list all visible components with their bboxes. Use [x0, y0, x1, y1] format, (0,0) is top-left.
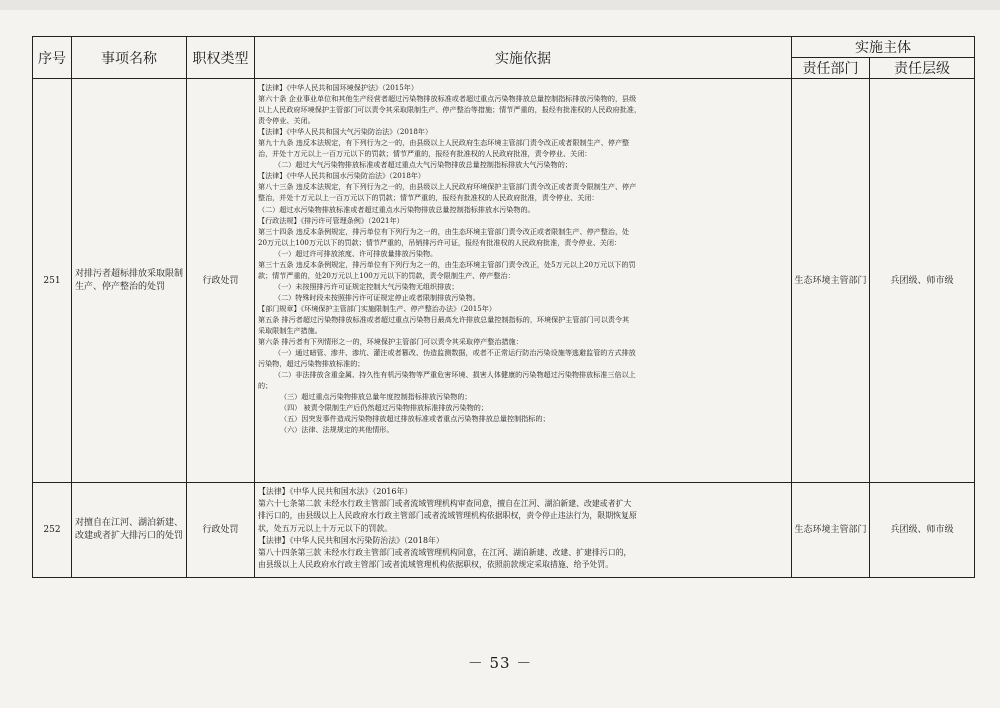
- basis-line: 第六十条 企业事业单位和其他生产经营者超过污染物排放标准或者超过重点污染物排放总量控制指标排放污染物的，县级: [258, 94, 637, 104]
- basis-line: 责令停业、关闭。: [258, 116, 315, 126]
- basis-line: （二）超过水污染物排放标准或者超过重点水污染物排放总量控制指标排放水污染物的。: [258, 204, 535, 214]
- header-basis: 实施依据: [255, 37, 792, 79]
- basis-line: （五）因突发事件造成污染物排放超过排放标准或者重点污染物排放总量控制指标的；: [280, 414, 550, 424]
- page-top-edge: [0, 0, 1000, 10]
- item-name: 对排污者超标排放采取限制生产、停产整治的处罚: [72, 79, 187, 483]
- basis-line: （二）非法排放含重金属、持久性有机污染物等严重危害环境、损害人体健康的污染物超过污染物排放标准三倍以上: [274, 370, 636, 380]
- basis-line: 由县级以上人民政府水行政主管部门或者流域管理机构依据职权，依照前款规定采取措施、给予处罚。: [258, 560, 614, 570]
- basis-line: 第九十九条 违反本法规定，有下列行为之一的，由县级以上人民政府生态环境主管部门责令改正或者限制生产、停产整: [258, 138, 630, 148]
- item-name: 对擅自在江河、湖泊新建、改建或者扩大排污口的处罚: [72, 483, 187, 578]
- legal-basis: [255, 79, 792, 483]
- basis-line: 【部门规章】《环境保护主管部门实施限制生产、停产整治办法》（2015年）: [258, 303, 496, 313]
- basis-line: 【法律】《中华人民共和国水法》（2016年）: [258, 487, 413, 496]
- basis-line: 状，处五万元以上十万元以下的罚款。: [258, 523, 393, 533]
- table-row: [33, 483, 975, 578]
- basis-line: （三）超过重点污染物排放总量年度控制指标排放污染物的；: [280, 392, 472, 402]
- header-level: 责任层级: [870, 58, 975, 79]
- header-name: 事项名称: [72, 37, 187, 79]
- authority-type: 行政处罚: [187, 483, 255, 578]
- basis-line: （一）未按照排污许可证规定控制大气污染物无组织排放；: [274, 281, 459, 291]
- basis-line: 采取限制生产措施。: [258, 326, 322, 336]
- basis-line: 【法律】《中华人民共和国水污染防治法》（2018年）: [258, 535, 444, 545]
- basis-line: （一）通过暗管、渗井、渗坑、灌注或者篡改、伪造监测数据，或者不正常运行防治污染设施等逃避监管的方式排放: [274, 348, 636, 358]
- page-number: － 53 －: [467, 654, 533, 672]
- basis-line: 以上人民政府环境保护主管部门可以责令其采取限制生产、停产整治等措施；情节严重的，报经有批准权的人民政府批准，: [258, 105, 642, 115]
- basis-line: 第五条 排污者超过污染物排放标准或者超过重点污染物日最高允许排放总量控制指标的，环境保护主管部门可以责令其: [258, 314, 630, 324]
- row-number: 251: [33, 79, 72, 483]
- basis-line: 【行政法规】《排污许可管理条例》（2021年）: [258, 215, 404, 225]
- basis-line: 污染物，超过污染物排放标准的；: [258, 359, 365, 369]
- enforcement-table: [32, 36, 975, 578]
- responsible-dept: 生态环境主管部门: [792, 483, 870, 578]
- responsible-level: 兵团级、师市级: [870, 79, 975, 483]
- basis-line: 第六十七条第二款 未经水行政主管部门或者流域管理机构审查同意，擅自在江河、湖泊新建、改建或者扩大: [258, 499, 632, 509]
- basis-line: 排污口的，由县级以上人民政府水行政主管部门或者流域管理机构依据职权，责令停止违法行为，限期恢复原: [258, 511, 637, 521]
- basis-line: 整治，并处十万元以上一百万元以下的罚款；情节严重的，报经有批准权的人民政府批准，责令停业、关闭：: [258, 193, 599, 203]
- header-row: [33, 37, 975, 58]
- basis-line: 第八十四条第三款 未经水行政主管部门或者流域管理机构同意，在江河、湖泊新建、改建、扩建排污口的，: [258, 548, 632, 558]
- responsible-level: 兵团级、师市级: [870, 483, 975, 578]
- header-dept: 责任部门: [792, 58, 870, 79]
- basis-line: 治，并处十万元以上一百万元以下的罚款；情节严重的，报经有批准权的人民政府批准，责令停业、关闭：: [258, 149, 592, 159]
- basis-line: 【法律】《中华人民共和国大气污染防治法》（2018年）: [258, 127, 433, 137]
- basis-line: （二）特殊时段未按照排污许可证规定停止或者限制排放污染物。: [274, 292, 480, 302]
- legal-basis: [255, 483, 792, 578]
- responsible-dept: 生态环境主管部门: [792, 79, 870, 483]
- basis-line: 款；情节严重的，处20万元以上100万元以下的罚款，责令限制生产、停产整治：: [258, 270, 515, 280]
- authority-type: 行政处罚: [187, 79, 255, 483]
- basis-line: 【法律】《中华人民共和国水污染防治法》（2018年）: [258, 171, 426, 181]
- basis-line: 20万元以上100万元以下的罚款；情节严重的，吊销排污许可证，报经有批准权的人民政府批准，责令停业、关闭：: [258, 237, 622, 247]
- basis-line: 第六条 排污者有下列情形之一的，环境保护主管部门可以责令其采取停产整治措施：: [258, 337, 523, 347]
- basis-line: 【法律】《中华人民共和国环境保护法》（2015年）: [258, 83, 418, 92]
- basis-line: 第三十四条 违反本条例规定，排污单位有下列行为之一的，由生态环境主管部门责令改正或者限制生产、停产整治，处: [258, 226, 630, 236]
- basis-line: （一）超过许可排放浓度、许可排放量排放污染物。: [274, 248, 438, 258]
- header-no: 序号: [33, 37, 72, 79]
- header-subject: 实施主体: [792, 37, 975, 58]
- basis-line: 第三十五条 违反本条例规定，排污单位有下列行为之一的，由生态环境主管部门责令改正，处5万元以上20万元以下的罚: [258, 259, 636, 269]
- basis-line: 第八十三条 违反本法规定，有下列行为之一的，由县级以上人民政府环境保护主管部门责令改正或者责令限制生产、停产: [258, 182, 637, 192]
- basis-line: （四） 被责令限制生产后仍然超过污染物排放标准排放污染物的；: [280, 403, 488, 413]
- header-type: 职权类型: [187, 37, 255, 79]
- row-number: 252: [33, 483, 72, 578]
- table-row: [33, 79, 975, 483]
- basis-line: （二）超过大气污染物排放标准或者超过重点大气污染物排放总量控制指标排放大气污染物的；: [274, 160, 572, 170]
- basis-line: （六）法律、法规规定的其他情形。: [280, 425, 394, 435]
- basis-line: 的；: [258, 381, 273, 391]
